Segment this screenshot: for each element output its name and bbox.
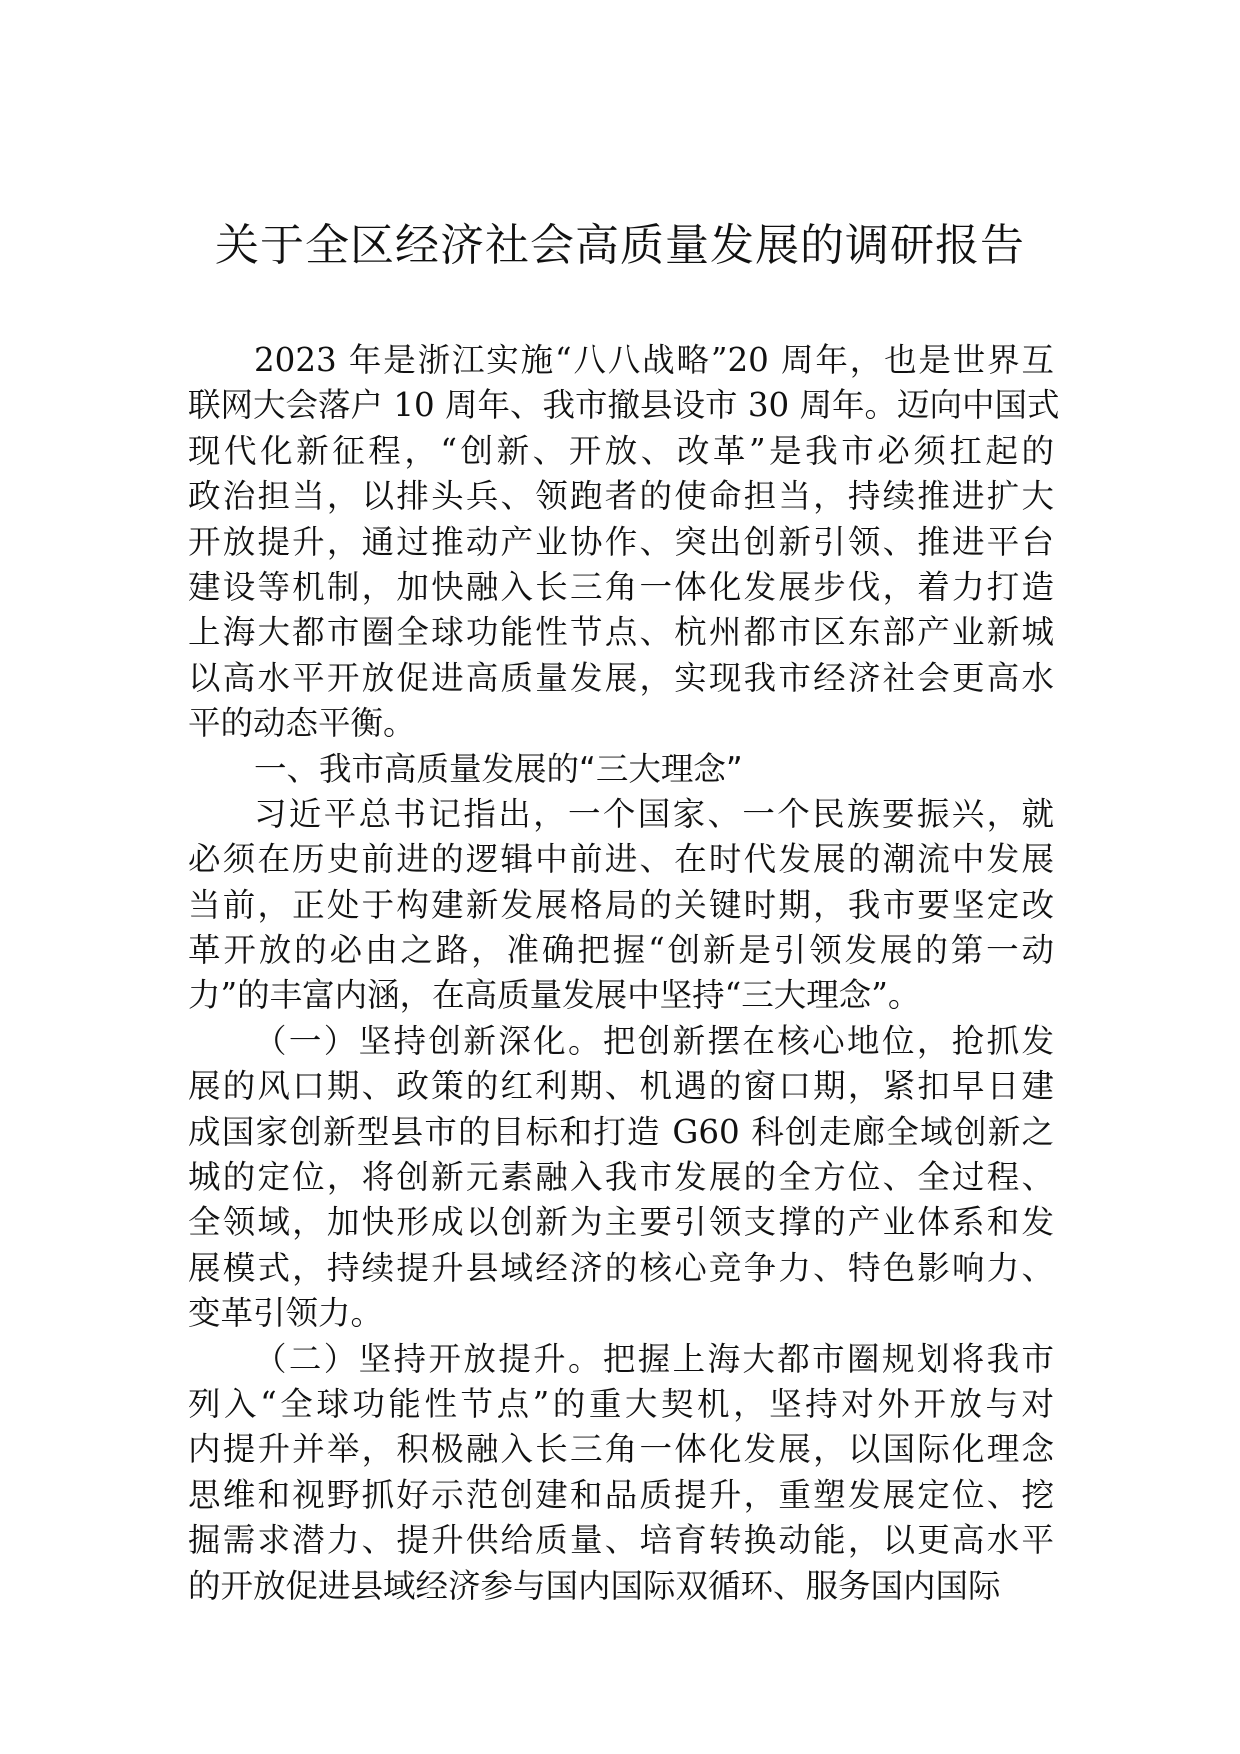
text-line: 以高水平开放促进高质量发展，实现我市经济社会更高水 — [188, 658, 1054, 697]
text-line: 上海大都市圈全球功能性节点、杭州都市区东部产业新城 — [188, 613, 1054, 652]
text-line: 现代化新征程，“创新、开放、改革”是我市必须扛起的 — [188, 431, 1054, 470]
text-line: 内提升并举，积极融入长三角一体化发展，以国际化理念 — [188, 1430, 1054, 1469]
text-line: 全领域，加快形成以创新为主要引领支撑的产业体系和发 — [188, 1203, 1054, 1242]
section-heading — [188, 747, 1054, 792]
text-line: 平的动态平衡。 — [188, 704, 416, 743]
text-line: （二）坚持开放提升。把握上海大都市圈规划将我市 — [254, 1339, 1054, 1378]
paragraph — [188, 338, 1060, 747]
text-line: （一）坚持创新深化。把创新摆在核心地位，抢抓发 — [254, 1021, 1054, 1060]
text-line: 习近平总书记指出，一个国家、一个民族要振兴，就 — [254, 794, 1054, 833]
paragraph — [188, 792, 1054, 1019]
text-line: 必须在历史前进的逻辑中前进、在时代发展的潮流中发展 — [188, 840, 1054, 879]
text-line: 成国家创新型县市的目标和打造 G60 科创走廊全域创新之 — [188, 1112, 1054, 1151]
text-line: 2023 年是浙江实施“八八战略”20 周年，也是世界互 — [254, 341, 1054, 379]
text-line: 展的风口期、政策的红利期、机遇的窗口期，紧扣早日建 — [188, 1067, 1054, 1106]
text-line: 掘需求潜力、提升供给质量、培育转换动能，以更高水平 — [188, 1521, 1054, 1560]
text-line: 建设等机制，加快融入长三角一体化发展步伐，着力打造 — [188, 567, 1054, 606]
text-line: 一、我市高质量发展的“三大理念” — [254, 749, 743, 788]
text-line: 当前，正处于构建新发展格局的关键时期，我市要坚定改 — [188, 885, 1054, 924]
text-line: 联网大会落户 10 周年、我市撤县设市 30 周年。迈向中国式 — [188, 386, 1060, 425]
text-line: 列入“全球功能性节点”的重大契机，坚持对外开放与对 — [188, 1384, 1054, 1423]
text-line: 变革引领力。 — [188, 1294, 384, 1333]
text-line: 力”的丰富内涵，在高质量发展中坚持“三大理念”。 — [188, 976, 921, 1015]
text-line: 城的定位，将创新元素融入我市发展的全方位、全过程、 — [188, 1158, 1054, 1197]
text-line: 展模式，持续提升县域经济的核心竞争力、特色影响力、 — [188, 1248, 1054, 1287]
text-line: 的开放促进县域经济参与国内国际双循环、服务国内国际 — [188, 1566, 1001, 1605]
text-line: 革开放的必由之路，准确把握“创新是引领发展的第一动 — [188, 931, 1054, 970]
paragraph — [188, 1019, 1054, 1337]
paragraph — [188, 1337, 1054, 1609]
text-line: 政治担当，以排头兵、领跑者的使命担当，持续推进扩大 — [188, 477, 1054, 516]
text-line: 开放提升，通过推动产业协作、突出创新引领、推进平台 — [188, 522, 1054, 561]
document-body — [188, 338, 1060, 1609]
text-line: 思维和视野抓好示范创建和品质提升，重塑发展定位、挖 — [188, 1475, 1054, 1514]
document-title: 关于全区经济社会高质量发展的调研报告 — [215, 220, 1025, 271]
